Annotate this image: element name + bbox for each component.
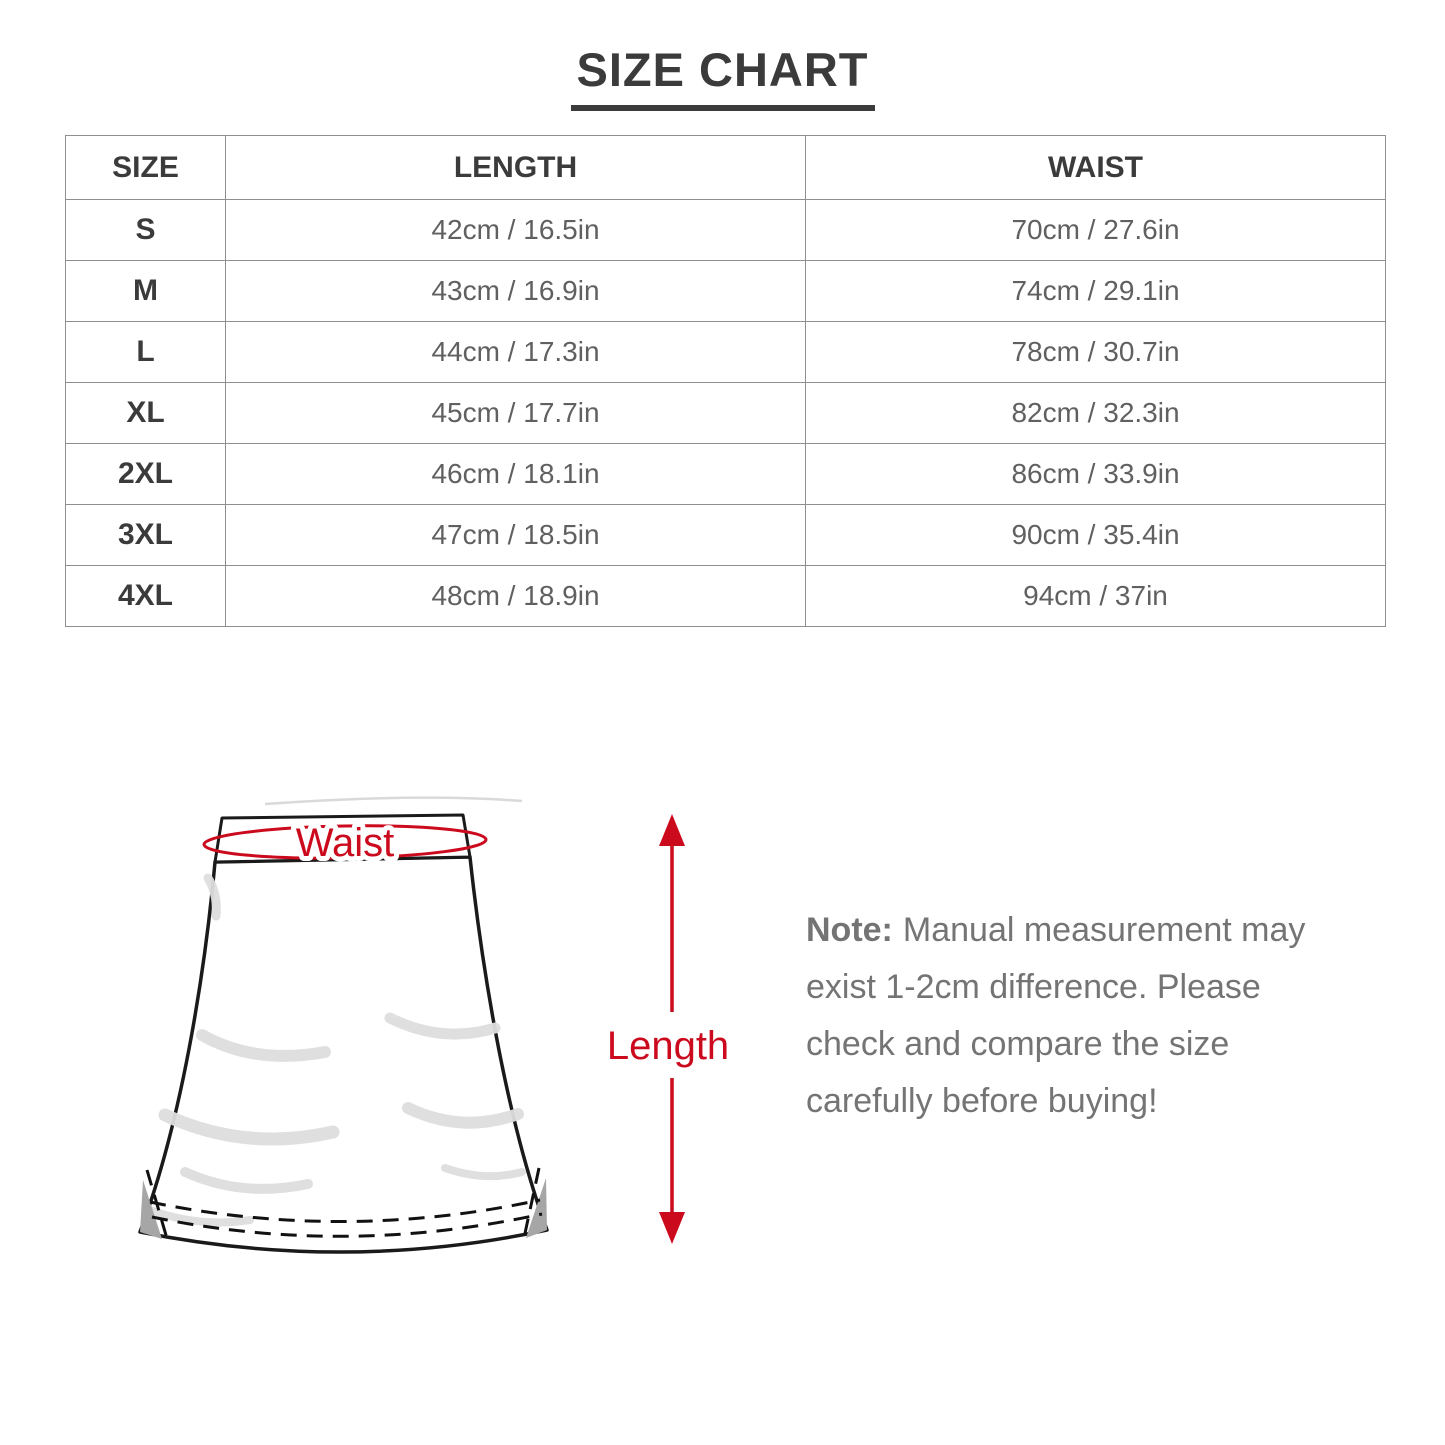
size-value: XL (66, 383, 226, 444)
note-line (806, 902, 1366, 959)
length-value: 48cm / 18.9in (226, 566, 806, 627)
waist-opening-arc (265, 798, 522, 804)
length-value: 42cm / 16.5in (226, 200, 806, 261)
waist-value: 94cm / 37in (806, 566, 1386, 627)
page-title-wrap (0, 42, 1445, 111)
note-line: check and compare the size (806, 1025, 1230, 1063)
size-value: M (66, 261, 226, 322)
table-row (66, 383, 1386, 444)
waist-value: 82cm / 32.3in (806, 383, 1386, 444)
size-value: L (66, 322, 226, 383)
page-title: SIZE CHART (571, 42, 875, 111)
size-value: 3XL (66, 505, 226, 566)
length-value: 47cm / 18.5in (226, 505, 806, 566)
length-value: 43cm / 16.9in (226, 261, 806, 322)
waist-value: 86cm / 33.9in (806, 444, 1386, 505)
waist-value: 74cm / 29.1in (806, 261, 1386, 322)
table-row (66, 261, 1386, 322)
table-row (66, 566, 1386, 627)
length-value: 44cm / 17.3in (226, 322, 806, 383)
size-value: S (66, 200, 226, 261)
table-row (66, 444, 1386, 505)
waist-label: Waist (295, 821, 395, 865)
waist-value: 78cm / 30.7in (806, 322, 1386, 383)
waist-value: 90cm / 35.4in (806, 505, 1386, 566)
length-value: 46cm / 18.1in (226, 444, 806, 505)
table-row (66, 200, 1386, 261)
column-header-size: SIZE (66, 136, 226, 200)
column-header-length: LENGTH (226, 136, 806, 200)
note-line: carefully before buying! (806, 1082, 1158, 1120)
skirt-body-outline (140, 857, 547, 1252)
table-header-row (66, 136, 1386, 200)
length-value: 45cm / 17.7in (226, 383, 806, 444)
note-line: exist 1-2cm difference. Please (806, 968, 1261, 1006)
table-row (66, 322, 1386, 383)
measurement-note (806, 902, 1366, 1130)
note-text: Manual measurement may (902, 911, 1306, 949)
size-value: 2XL (66, 444, 226, 505)
skirt-measurement-diagram (90, 780, 750, 1280)
length-label: Length (606, 1024, 730, 1068)
column-header-waist: WAIST (806, 136, 1386, 200)
size-value: 4XL (66, 566, 226, 627)
table-row (66, 505, 1386, 566)
waist-value: 70cm / 27.6in (806, 200, 1386, 261)
size-table (65, 135, 1386, 627)
note-label: Note: (806, 911, 893, 949)
